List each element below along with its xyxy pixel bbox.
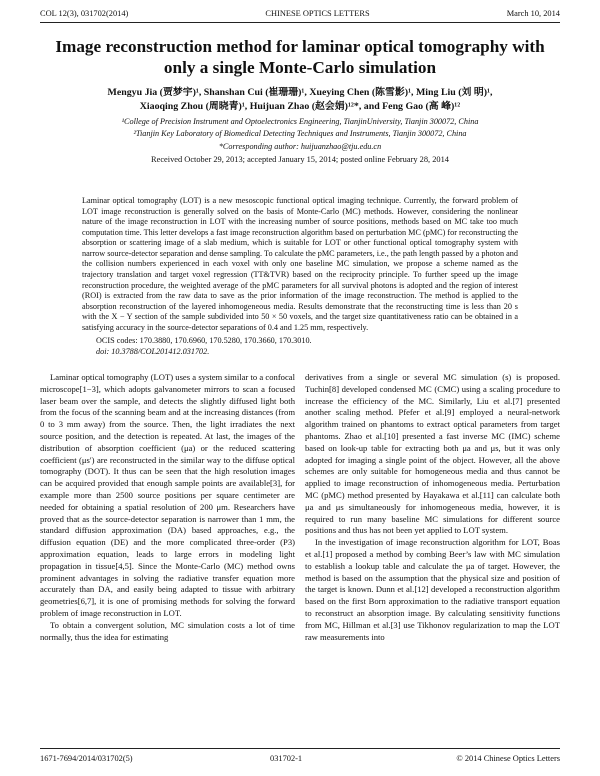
footer-copyright: © 2014 Chinese Optics Letters	[456, 754, 560, 763]
author-line-2: Xiaoqing Zhou (周晓青)¹, Huijuan Zhao (赵会娟)¹²*, and Feng Gao (高 峰)¹²	[139, 101, 461, 112]
body-paragraph: To obtain a convergent solution, MC simulation costs a lot of time normally, thus the idea for estimating	[40, 619, 295, 642]
header-citation: COL 12(3), 031702(2014)	[40, 9, 129, 18]
running-header	[40, 9, 560, 21]
header-journal: CHINESE OPTICS LETTERS	[265, 9, 370, 18]
author-list	[40, 86, 560, 114]
header-rule	[40, 22, 560, 23]
affiliation-2: ²Tianjin Key Laboratory of Biomedical Detecting Techniques and Instruments, Tianjin 300072, China	[133, 128, 467, 138]
author-line-1: Mengyu Jia (贾梦宇)¹, Shanshan Cui (崔珊珊)¹, Xueying Chen (陈雪影)¹, Ming Liu (刘 明)¹,	[107, 87, 493, 98]
abstract	[82, 196, 518, 334]
affiliation-1: ¹College of Precision Instrument and Optoelectronics Engineering, TianjinUniversity, Tianjin 300072, China	[121, 117, 479, 126]
doi: doi: 10.3788/COL201412.031702.	[96, 347, 210, 356]
footer-rule	[40, 748, 560, 749]
corresponding-author: *Corresponding author: huijuanzhao@tju.edu.cn	[218, 142, 382, 151]
footer-page-number: 031702-1	[270, 754, 303, 763]
header-date: March 10, 2014	[506, 9, 560, 18]
received-dates: Received October 29, 2013; accepted January 15, 2014; posted online February 28, 2014	[151, 155, 449, 164]
body-paragraph: derivatives from a single or several MC simulation (s) is proposed. Tuchin[8] developed condensed MC (CMC) using a scaling procedure to increase the efficiency of the MC. Similarly, Liu et al.[7] presented another scaling method. Pfefer et al.[9] employed a neural-network algorithm trained on phantoms to extract optical parameters from target phantoms. Zhao et al.[10] presented a fast inverse MC (IMC) scheme based on look-up table for extracting both μa and μs, but it was only adopted for imaging a single point of the object. However, all the above schemes are only suitable for homogeneous media and thus cannot be applied to image reconstruction of inhomogeneous media. Perturbation MC (pMC) method presented by Hayakawa et al.[11] can calculate both μa and μs simultaneously for inhomogeneous media, however, it is required to run many baseline MC simulations for different source positions and thus has not been yet applied to LOT system.	[305, 372, 560, 536]
page-footer	[40, 754, 560, 766]
ocis-codes: OCIS codes: 170.3880, 170.6960, 170.5280, 170.3660, 170.3010.	[96, 336, 312, 345]
body-right-column	[305, 372, 560, 643]
paper-title: Image reconstruction method for laminar optical tomography with only a single Monte-Carlo simulation	[55, 37, 545, 77]
affiliations	[40, 116, 560, 139]
abstract-text: Laminar optical tomography (LOT) is a new mesoscopic functional optical imaging technique. Currently, the forward problem of LOT image reconstruction is generally solved on the basis of Monte-Carlo (MC) methods. However, considering the nonlinear nature of the image reconstruction in LOT with the increasing number of source positions, methods based on MC take too much computation time. This letter develops a fast image reconstruction algorithm based on perturbation MC (pMC) for reconstructing the absorption or scattering image of a slab medium, which is suitable for LOT or other functional optical tomography system with narrow source-detector separation and dense sampling. To calculate the pMC parameters, i.e., the path length passed by a photon and the collision numbers experienced in each voxel with only one baseline MC simulation, we propose a scheme named as the trajectory translation and target voxel regression (TT&TVR) based on the reciprocity principle. To further speed up the image reconstruction procedure, the weighted average of the pMC parameters for all survival photons is adopted and the region of interest (ROI) is extracted from the raw data to save as the prior information of the image reconstruction. The method is applied to the absorption reconstruction of the layered inhomogeneous media. Results demonstrate that the reconstructing time is less than 20 s with the X − Y section of the sample subdivided into 50 × 50 voxels, and the target size quantitativeness ratio can be obtained in a satisfying accuracy in the source-detector separations of 0.4 and 1.25 mm, respectively.	[82, 196, 518, 332]
body-paragraph: Laminar optical tomography (LOT) uses a system similar to a confocal microscope[1−3], which adopts galvanometer mirrors to scan a focused laser beam over the sample, and detects the slightly diffused light both from the focus of the scanning beam and at the increasing distances (from 0 to 3 mm away) from the source. Then, the light irradiates the next source position, and the detection is repeated. At last, the images of the distribution of absorption coefficient (μa) or the reduced scattering coefficient (μs′) are reconstructed in the similar way to the diffuse optical tomography (DOT). It thus can be seen that the high resolution images can be acquired provided that enough sample points are available[3], for example more than 2500 source positions per square centimeter are needed for obtaining a spatial resolution of 200 μm. Researchers have proved that as the source-detector separation is narrower than 1 mm, the standard diffusion approximation (DA) based approaches, e.g., the diffusion equation (DE) and the more complicated three-order (P3) approximation equation, leads to large errors in modeling light propagation in tissue[4,5]. Since the Monte-Carlo (MC) method owns prominent advantages in solving the radiative transfer equation more accurately than DA, and easily being adapted to tissue with arbitrary geometries[6,7], it is one of promising methods for solving the forward problem of image reconstruction in LOT.	[40, 372, 295, 618]
body-paragraph: In the investigation of image reconstruction algorithm for LOT, Boas et al.[1] proposed a method by combing Beer’s law with MC simulation to establish a lookup table and calculate the μa of target. However, the method is based on the assumption that the physical size and position of the target is known. Dunn et al.[12] developed a reconstruction algorithm based on the first Born approximation to the radiative transport equation to reconstruct an absorption image. By calculating sensitivity functions from MC, Hillman et al.[3] use Tikhonov regularization to map the LOT raw measurements into	[305, 537, 560, 642]
footer-issn: 1671-7694/2014/031702(5)	[40, 754, 133, 763]
body-left-column	[40, 372, 295, 643]
